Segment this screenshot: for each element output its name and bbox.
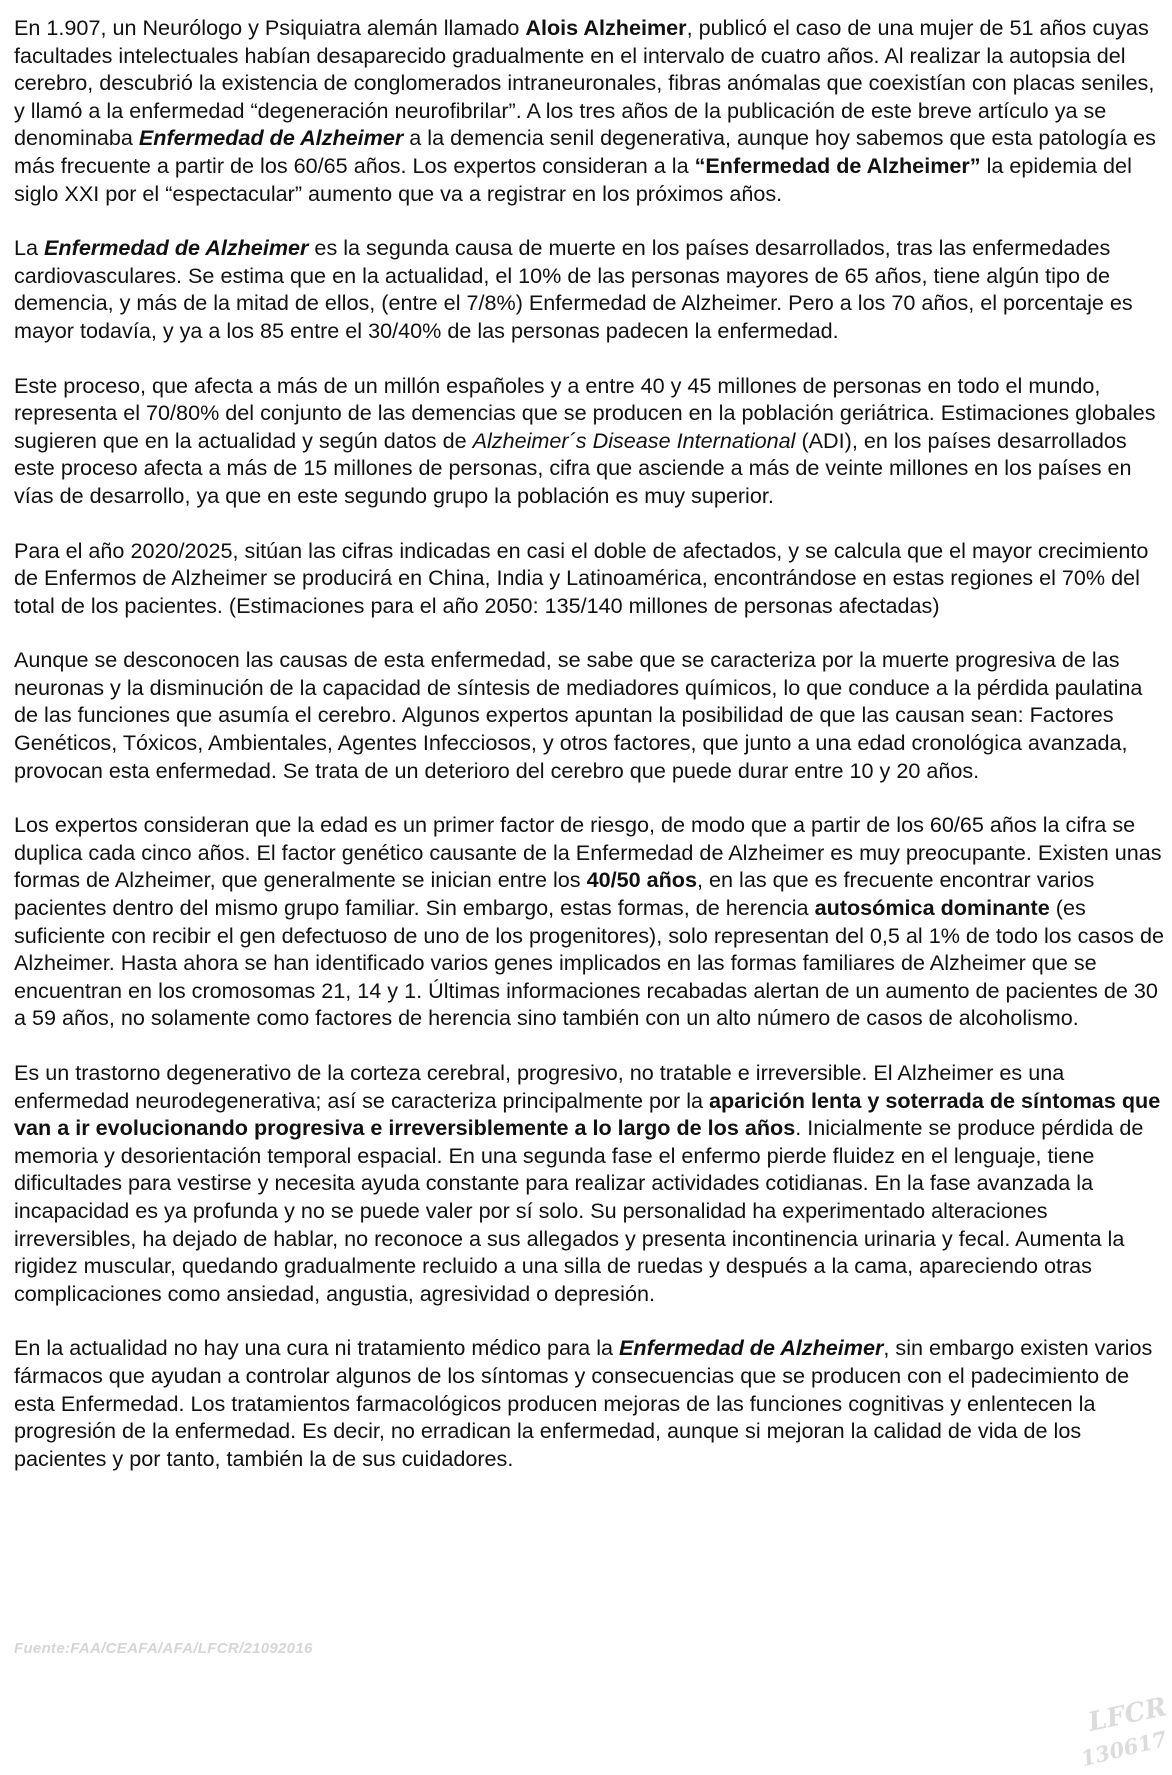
emphasis-text: aparición lenta y soterrada de síntomas que van a ir evolucionando progresiva e irreversiblemente a lo largo de los años bbox=[14, 1087, 1161, 1141]
source-note: Fuente:FAA/CEAFA/AFA/LFCR/21092016 bbox=[14, 1640, 313, 1657]
paragraph-2 bbox=[14, 234, 1164, 344]
emphasis-text: autosómica dominante bbox=[814, 895, 1050, 921]
text-run: Es un trastorno degenerativo de la corteza cerebral, progresivo, no tratable e irreversible. El Alzheimer es una enfermedad neurodegenerativa; así se caracteriza principalmente por la bbox=[14, 1060, 1065, 1113]
paragraph-1 bbox=[14, 14, 1164, 207]
text-run: En la actualidad no hay una cura ni tratamiento médico para la bbox=[14, 1335, 619, 1361]
text-run: la epidemia del siglo XXI por el “espectacular” aumento que va a registrar en los próximos años. bbox=[14, 152, 1132, 206]
text-run: a la demencia senil degenerativa, aunque hoy sabemos que esta patología es más frecuente a partir de los 60/65 años. Los expertos consideran a la bbox=[14, 125, 1156, 178]
emphasis-text: 40/50 años bbox=[586, 867, 697, 893]
emphasis-text: “Enfermedad de Alzheimer” bbox=[694, 152, 981, 178]
emphasis-text: Alois Alzheimer bbox=[525, 15, 687, 40]
emphasis-text: Alzheimer´s Disease International bbox=[472, 427, 796, 453]
text-run: Para el año 2020/2025, sitúan las cifras indicadas en casi el doble de afectados, y se calcula que el mayor crecimiento de Enfermos de Alzheimer se producirá en China, India y Latinoamérica, encontrándose en estas regiones el 70% del total de los pacientes. (Estimaciones para el año 2050: 135/140 millones de personas afectadas) bbox=[14, 537, 1149, 618]
emphasis-text: Enfermedad de Alzheimer bbox=[619, 1335, 884, 1361]
watermark-stamp bbox=[1078, 1692, 1170, 1772]
text-run: (ADI), en los países desarrollados este proceso afecta a más de 15 millones de personas, cifra que asciende a más de veinte millones en los países en vías de desarrollo, ya que en este segundo grupo la población es muy superior. bbox=[14, 427, 1132, 508]
emphasis-text: Enfermedad de Alzheimer bbox=[138, 125, 404, 151]
text-run: Los expertos consideran que la edad es un primer factor de riesgo, de modo que a partir de los 60/65 años la cifra se duplica cada cinco años. El factor genético causante de la Enfermedad de Alzheimer es muy preocupante. Existen unas formas de Alzheimer, que generalmente se inician entre los bbox=[14, 812, 1162, 893]
text-run: (es suficiente con recibir el gen defectuoso de uno de los progenitores), solo representan del 0,5 al 1% de todo los casos de Alzheimer. Hasta ahora se han identificado varios genes implicados en las formas familiares de Alzheimer que se encuentran en los cromosomas 21, 14 y 1. Últimas informaciones recabadas alertan de un aumento de pacientes de 30 a 59 años, no solamente como factores de herencia sino también con un alto número de casos de alcoholismo. bbox=[14, 895, 1164, 1031]
paragraph-6 bbox=[14, 811, 1164, 1032]
text-run: . Inicialmente se produce pérdida de memoria y desorientación temporal espacial. En una segunda fase el enfermo pierde fluidez en el lenguaje, tiene dificultades para vestirse y necesita ayuda constante para realizar actividades cotidianas. En la fase avanzada la incapacidad es ya profunda y no se puede valer por sí solo. Su personalidad ha experimentado alteraciones irreversibles, ha dejado de hablar, no reconoce a sus allegados y presenta incontinencia urinaria y fecal. Aumenta la rigidez muscular, quedando gradualmente recluido a una silla de ruedas y después a la cama, apareciendo otras complicaciones como ansiedad, angustia, agresividad o depresión. bbox=[14, 1115, 1144, 1306]
paragraph-5 bbox=[14, 646, 1164, 784]
paragraph-7 bbox=[14, 1059, 1164, 1307]
stamp-number: 130617 bbox=[1078, 1725, 1170, 1772]
text-run: Aunque se desconocen las causas de esta enfermedad, se sabe que se caracteriza por la muerte progresiva de las neuronas y la disminución de la capacidad de síntesis de mediadores químicos, lo que conduce a la pérdida paulatina de las funciones que asumía el cerebro. Algunos expertos apuntan la posibilidad de que las causan sean: Factores Genéticos, Tóxicos, Ambientales, Agentes Infecciosos, y otros factores, que junto a una edad cronológica avanzada, provocan esta enfermedad. Se trata de un deterioro del cerebro que puede durar entre 10 y 20 años. bbox=[14, 647, 1143, 783]
emphasis-text: Enfermedad de Alzheimer bbox=[44, 235, 309, 261]
text-run: Este proceso, que afecta a más de un millón españoles y a entre 40 y 45 millones de personas en todo el mundo, representa el 70/80% del conjunto de las demencias que se producen en la población geriátrica. Estimaciones globales sugieren que en la actualidad y según datos de bbox=[14, 372, 1156, 453]
document-body bbox=[14, 14, 1164, 1499]
paragraph-8 bbox=[14, 1334, 1164, 1472]
text-run: En 1.907, un Neurólogo y Psiquiatra alemán llamado bbox=[14, 15, 526, 40]
text-run: , publicó el caso de una mujer de 51 años cuyas facultades intelectuales habían desaparecido gradualmente en el intervalo de cuatro años. Al realizar la autopsia del cerebro, descubrió la existencia de conglomerados intraneuronales, fibras anómalas que coexistían con placas seniles, y llamó a la enfermedad “degeneración neurofibrilar”. A los tres años de la publicación de este breve artículo ya se denominaba bbox=[14, 15, 1155, 151]
text-run: es la segunda causa de muerte en los países desarrollados, tras las enfermedades cardiovasculares. Se estima que en la actualidad, el 10% de las personas mayores de 65 años, tiene algún tipo de demencia, y más de la mitad de ellos, (entre el 7/8%) Enfermedad de Alzheimer. Pero a los 70 años, el porcentaje es mayor todavía, y ya a los 85 entre el 30/40% de las personas padecen la enfermedad. bbox=[14, 235, 1133, 343]
text-run: La bbox=[14, 235, 45, 261]
text-run: , sin embargo existen varios fármacos que ayudan a controlar algunos de los síntomas y consecuencias que se producen con el padecimiento de esta Enfermedad. Los tratamientos farmacológicos producen mejoras de las funciones cognitivas y enlentecen la progresión de la enfermedad. Es decir, no erradican la enfermedad, aunque si mejoran la calidad de vida de los pacientes y por tanto, también la de sus cuidadores. bbox=[14, 1335, 1153, 1471]
text-run: , en las que es frecuente encontrar varios pacientes dentro del mismo grupo familiar. Sin embargo, estas formas, de herencia bbox=[14, 867, 1095, 921]
paragraph-4 bbox=[14, 537, 1164, 620]
stamp-initials: LFCR bbox=[1085, 1692, 1170, 1738]
paragraph-3 bbox=[14, 372, 1164, 510]
